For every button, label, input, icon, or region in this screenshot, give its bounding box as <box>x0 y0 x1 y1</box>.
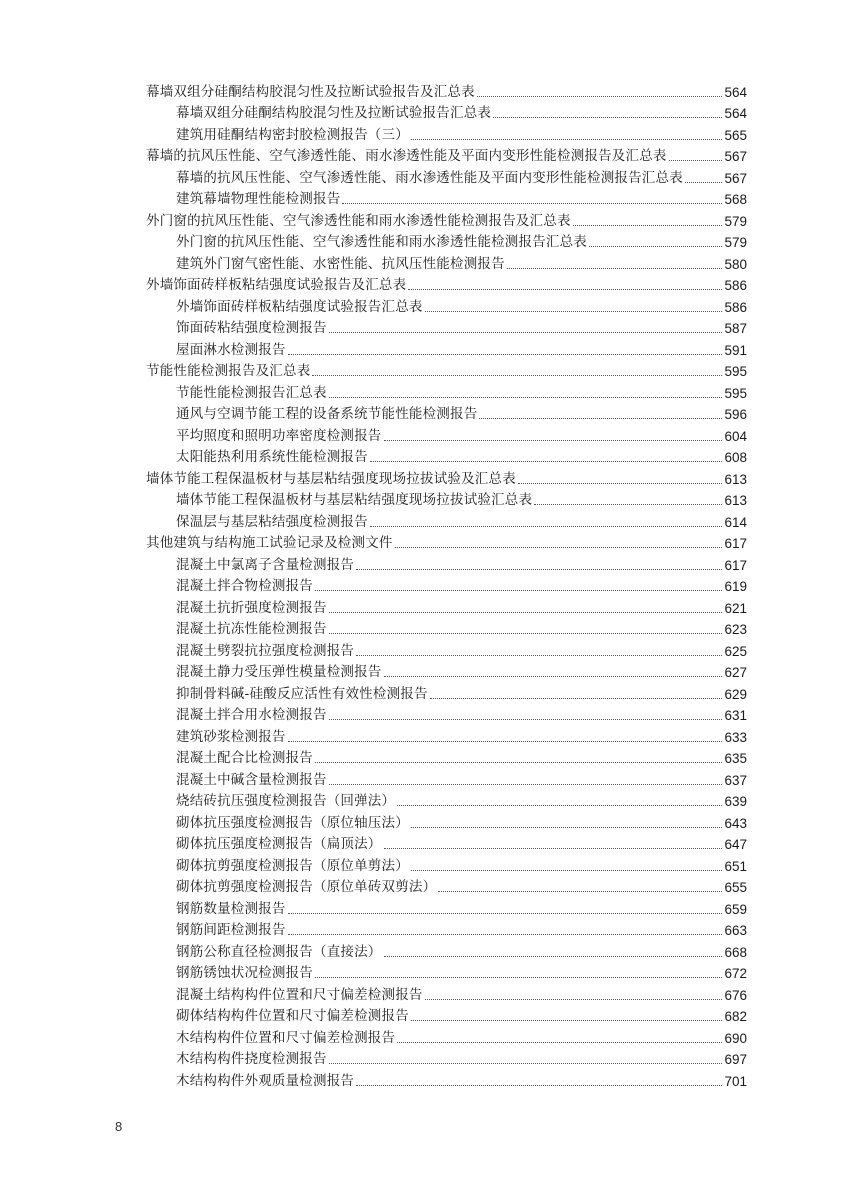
toc-subentry[interactable] <box>146 251 747 273</box>
toc-entry-title: 砌体抗压强度检测报告（原位轴压法） <box>176 814 409 831</box>
dot-leader <box>408 289 722 290</box>
toc-entry-page: 643 <box>724 815 747 831</box>
toc-subentry[interactable] <box>146 1025 747 1047</box>
toc-entry-page: 631 <box>724 708 747 723</box>
dot-leader <box>315 590 722 591</box>
toc-entry-title: 烧结砖抗压强度检测报告（回弹法） <box>176 793 396 809</box>
toc-subentry[interactable] <box>146 1068 747 1090</box>
toc-entry-title: 混凝土静力受压弹性模量检测报告 <box>176 664 382 680</box>
dot-leader <box>384 848 723 849</box>
toc-subentry[interactable] <box>146 488 747 510</box>
toc-entry-page: 663 <box>724 923 747 938</box>
toc-entry-page: 614 <box>724 514 747 530</box>
toc-subentry[interactable] <box>146 789 747 811</box>
dot-leader <box>411 827 723 828</box>
toc-entry-title: 建筑砂浆检测报告 <box>176 728 286 745</box>
toc-entry-title: 其他建筑与结构施工试验记录及检测文件 <box>146 535 393 551</box>
toc-entry-title: 外门窗的抗风压性能、空气渗透性能和雨水渗透性能检测报告汇总表 <box>176 234 587 250</box>
toc-section-entry[interactable] <box>146 531 747 553</box>
toc-entry-title: 通风与空调节能工程的设备系统节能性能检测报告 <box>176 406 478 422</box>
toc-entry-title: 墙体节能工程保温板材与基层粘结强度现场拉拔试验及汇总表 <box>146 470 516 487</box>
toc-entry-title: 木结构构件外观质量检测报告 <box>176 1072 355 1089</box>
toc-entry-title: 钢筋公称直径检测报告（直接法） <box>176 943 382 960</box>
toc-entry-title: 保温层与基层粘结强度检测报告 <box>176 513 368 530</box>
toc-entry-page: 568 <box>724 192 747 207</box>
toc-entry-page: 613 <box>724 471 747 487</box>
toc-entry-page: 613 <box>724 493 747 508</box>
toc-entry-page: 579 <box>724 213 747 229</box>
toc-entry-title: 砌体结构构件位置和尺寸偏差检测报告 <box>176 1008 409 1024</box>
toc-subentry[interactable] <box>146 380 747 402</box>
dot-leader <box>384 956 723 957</box>
toc-subentry[interactable] <box>146 316 747 338</box>
toc-entry-title: 幕墙双组分硅酮结构胶混匀性及拉断试验报告汇总表 <box>176 105 492 121</box>
toc-entry-title: 砌体抗剪强度检测报告（原位单剪法） <box>176 857 409 874</box>
toc-entry-title: 钢筋间距检测报告 <box>176 922 286 938</box>
toc-entry-title: 砌体抗剪强度检测报告（原位单砖双剪法） <box>176 879 437 895</box>
toc-section-entry[interactable] <box>146 208 747 230</box>
toc-subentry[interactable] <box>146 853 747 875</box>
dot-leader <box>685 182 723 183</box>
toc-entry-title: 建筑用硅酮结构密封胶检测报告（三） <box>176 126 409 143</box>
toc-entry-title: 外墙饰面砖样板粘结强度试验报告汇总表 <box>176 298 423 315</box>
toc-subentry[interactable] <box>146 746 747 768</box>
dot-leader <box>438 891 722 892</box>
toc-entry-title: 抑制骨料碱-硅酸反应活性有效性检测报告 <box>176 685 428 702</box>
dot-leader <box>312 375 722 376</box>
dot-leader <box>477 96 723 97</box>
dot-leader <box>356 1085 722 1086</box>
toc-entry-title: 屋面淋水检测报告 <box>176 341 286 358</box>
toc-entry-page: 647 <box>724 837 747 852</box>
toc-subentry[interactable] <box>146 810 747 832</box>
toc-entry-page: 604 <box>724 428 747 444</box>
dot-leader <box>288 913 723 914</box>
dot-leader <box>518 483 723 484</box>
dot-leader <box>329 719 723 720</box>
toc-entry-page: 682 <box>724 1009 747 1024</box>
toc-entry-title: 饰面砖粘结强度检测报告 <box>176 320 327 336</box>
toc-entry-title: 混凝土中碱含量检测报告 <box>176 771 327 788</box>
toc-entry-page: 690 <box>724 1030 747 1046</box>
toc-entry-page: 586 <box>724 299 747 315</box>
toc-entry-page: 701 <box>724 1073 747 1089</box>
dot-leader <box>288 354 723 355</box>
toc-entry-page: 608 <box>724 450 747 465</box>
dot-leader <box>329 784 723 785</box>
toc-subentry[interactable] <box>146 617 747 639</box>
toc-entry-page: 579 <box>724 235 747 250</box>
toc-entry-title: 木结构构件位置和尺寸偏差检测报告 <box>176 1029 396 1046</box>
toc-subentry[interactable] <box>146 402 747 424</box>
toc-entry-page: 676 <box>724 987 747 1003</box>
toc-entry-title: 混凝土拌合用水检测报告 <box>176 707 327 723</box>
toc-subentry[interactable] <box>146 165 747 187</box>
toc-subentry[interactable] <box>146 1047 747 1069</box>
toc-entry-page: 617 <box>724 536 747 551</box>
toc-entry-title: 混凝土抗折强度检测报告 <box>176 599 327 616</box>
toc-section-entry[interactable] <box>146 359 747 381</box>
toc-entry-page: 595 <box>724 364 747 379</box>
dot-leader <box>342 203 722 204</box>
dot-leader <box>411 1020 723 1021</box>
toc-subentry[interactable] <box>146 445 747 467</box>
dot-leader <box>288 741 723 742</box>
toc-entry-page: 567 <box>724 149 747 164</box>
toc-entry-page: 564 <box>724 106 747 121</box>
toc-entry-page: 623 <box>724 622 747 637</box>
toc-subentry[interactable] <box>146 638 747 660</box>
toc-entry-page: 617 <box>724 557 747 573</box>
dot-leader <box>534 504 722 505</box>
toc-entry-page: 596 <box>724 407 747 422</box>
table-of-contents <box>146 79 747 1090</box>
dot-leader <box>329 1063 723 1064</box>
toc-subentry[interactable] <box>146 703 747 725</box>
toc-entry-title: 建筑幕墙物理性能检测报告 <box>176 191 341 207</box>
dot-leader <box>370 461 723 462</box>
toc-subentry[interactable] <box>146 509 747 531</box>
toc-entry-title: 混凝土结构构件位置和尺寸偏差检测报告 <box>176 986 423 1003</box>
dot-leader <box>573 225 723 226</box>
toc-entry-title: 墙体节能工程保温板材与基层粘结强度现场拉拔试验汇总表 <box>176 492 533 508</box>
toc-entry-title: 节能性能检测报告及汇总表 <box>146 363 311 379</box>
toc-entry-page: 639 <box>724 794 747 809</box>
toc-entry-page: 659 <box>724 901 747 917</box>
toc-entry-page: 697 <box>724 1052 747 1067</box>
toc-entry-page: 629 <box>724 686 747 702</box>
toc-subentry[interactable] <box>146 832 747 854</box>
toc-subentry[interactable] <box>146 423 747 445</box>
toc-entry-title: 外门窗的抗风压性能、空气渗透性能和雨水渗透性能检测报告及汇总表 <box>146 212 571 229</box>
toc-entry-page: 627 <box>724 665 747 680</box>
toc-entry-title: 混凝土劈裂抗拉强度检测报告 <box>176 642 355 659</box>
toc-entry-page: 635 <box>724 751 747 766</box>
toc-entry-page: 591 <box>724 342 747 358</box>
toc-entry-page: 564 <box>724 84 747 100</box>
toc-subentry[interactable] <box>146 101 747 123</box>
toc-entry-page: 637 <box>724 772 747 788</box>
toc-subentry[interactable] <box>146 122 747 144</box>
toc-entry-title: 混凝土配合比检测报告 <box>176 750 313 766</box>
toc-entry-title: 混凝土中氯离子含量检测报告 <box>176 556 355 573</box>
toc-subentry[interactable] <box>146 574 747 596</box>
dot-leader <box>425 999 723 1000</box>
toc-section-entry[interactable] <box>146 79 747 101</box>
toc-section-entry[interactable] <box>146 144 747 166</box>
toc-entry-title: 砌体抗压强度检测报告（扁顶法） <box>176 836 382 852</box>
toc-subentry[interactable] <box>146 918 747 940</box>
toc-entry-title: 木结构构件挠度检测报告 <box>176 1051 327 1067</box>
toc-entry-page: 668 <box>724 944 747 960</box>
toc-entry-title: 钢筋锈蚀状况检测报告 <box>176 965 313 981</box>
toc-entry-title: 幕墙的抗风压性能、空气渗透性能、雨水渗透性能及平面内变形性能检测报告及汇总表 <box>146 148 667 164</box>
dot-leader <box>329 612 723 613</box>
dot-leader <box>479 418 722 419</box>
dot-leader <box>356 655 722 656</box>
dot-leader <box>370 526 723 527</box>
toc-entry-page: 619 <box>724 579 747 594</box>
dot-leader <box>315 977 722 978</box>
toc-subentry[interactable] <box>146 767 747 789</box>
dot-leader <box>384 676 723 677</box>
dot-leader <box>425 311 723 312</box>
toc-subentry[interactable] <box>146 982 747 1004</box>
toc-entry-title: 节能性能检测报告汇总表 <box>176 384 327 401</box>
toc-entry-page: 625 <box>724 643 747 659</box>
toc-section-entry[interactable] <box>146 273 747 295</box>
toc-subentry[interactable] <box>146 230 747 252</box>
toc-subentry[interactable] <box>146 724 747 746</box>
page-number: 8 <box>115 1119 123 1134</box>
toc-subentry[interactable] <box>146 875 747 897</box>
toc-entry-title: 太阳能热利用系统性能检测报告 <box>176 449 368 465</box>
toc-subentry[interactable] <box>146 896 747 918</box>
toc-entry-page: 565 <box>724 127 747 143</box>
toc-entry-page: 672 <box>724 966 747 981</box>
dot-leader <box>507 268 723 269</box>
dot-leader <box>411 870 723 871</box>
toc-entry-title: 幕墙双组分硅酮结构胶混匀性及拉断试验报告及汇总表 <box>146 83 475 100</box>
toc-entry-page: 651 <box>724 858 747 874</box>
toc-entry-title: 平均照度和照明功率密度检测报告 <box>176 427 382 444</box>
dot-leader <box>315 762 722 763</box>
toc-entry-page: 586 <box>724 278 747 293</box>
toc-subentry[interactable] <box>146 187 747 209</box>
toc-entry-title: 钢筋数量检测报告 <box>176 900 286 917</box>
toc-entry-page: 567 <box>724 170 747 186</box>
toc-entry-title: 混凝土抗冻性能检测报告 <box>176 621 327 637</box>
toc-subentry[interactable] <box>146 939 747 961</box>
toc-entry-title: 幕墙的抗风压性能、空气渗透性能、雨水渗透性能及平面内变形性能检测报告汇总表 <box>176 169 683 186</box>
dot-leader <box>397 805 722 806</box>
dot-leader <box>411 139 723 140</box>
toc-subentry[interactable] <box>146 337 747 359</box>
toc-entry-page: 595 <box>724 385 747 401</box>
dot-leader <box>384 440 723 441</box>
toc-entry-page: 633 <box>724 729 747 745</box>
dot-leader <box>395 547 723 548</box>
toc-subentry[interactable] <box>146 681 747 703</box>
toc-entry-page: 587 <box>724 321 747 336</box>
toc-subentry[interactable] <box>146 294 747 316</box>
toc-subentry[interactable] <box>146 595 747 617</box>
dot-leader <box>669 160 723 161</box>
toc-entry-page: 580 <box>724 256 747 272</box>
dot-leader <box>329 332 723 333</box>
dot-leader <box>430 698 723 699</box>
dot-leader <box>288 934 723 935</box>
toc-subentry[interactable] <box>146 1004 747 1026</box>
toc-subentry[interactable] <box>146 660 747 682</box>
toc-entry-title: 建筑外门窗气密性能、水密性能、抗风压性能检测报告 <box>176 255 505 272</box>
dot-leader <box>493 117 722 118</box>
toc-section-entry[interactable] <box>146 466 747 488</box>
dot-leader <box>329 397 723 398</box>
dot-leader <box>356 569 722 570</box>
toc-entry-title: 混凝土拌合物检测报告 <box>176 578 313 594</box>
dot-leader <box>397 1042 722 1043</box>
toc-entry-page: 655 <box>724 880 747 895</box>
toc-entry-page: 621 <box>724 600 747 616</box>
toc-subentry[interactable] <box>146 961 747 983</box>
toc-subentry[interactable] <box>146 552 747 574</box>
dot-leader <box>589 246 722 247</box>
toc-entry-title: 外墙饰面砖样板粘结强度试验报告及汇总表 <box>146 277 407 293</box>
dot-leader <box>329 633 723 634</box>
